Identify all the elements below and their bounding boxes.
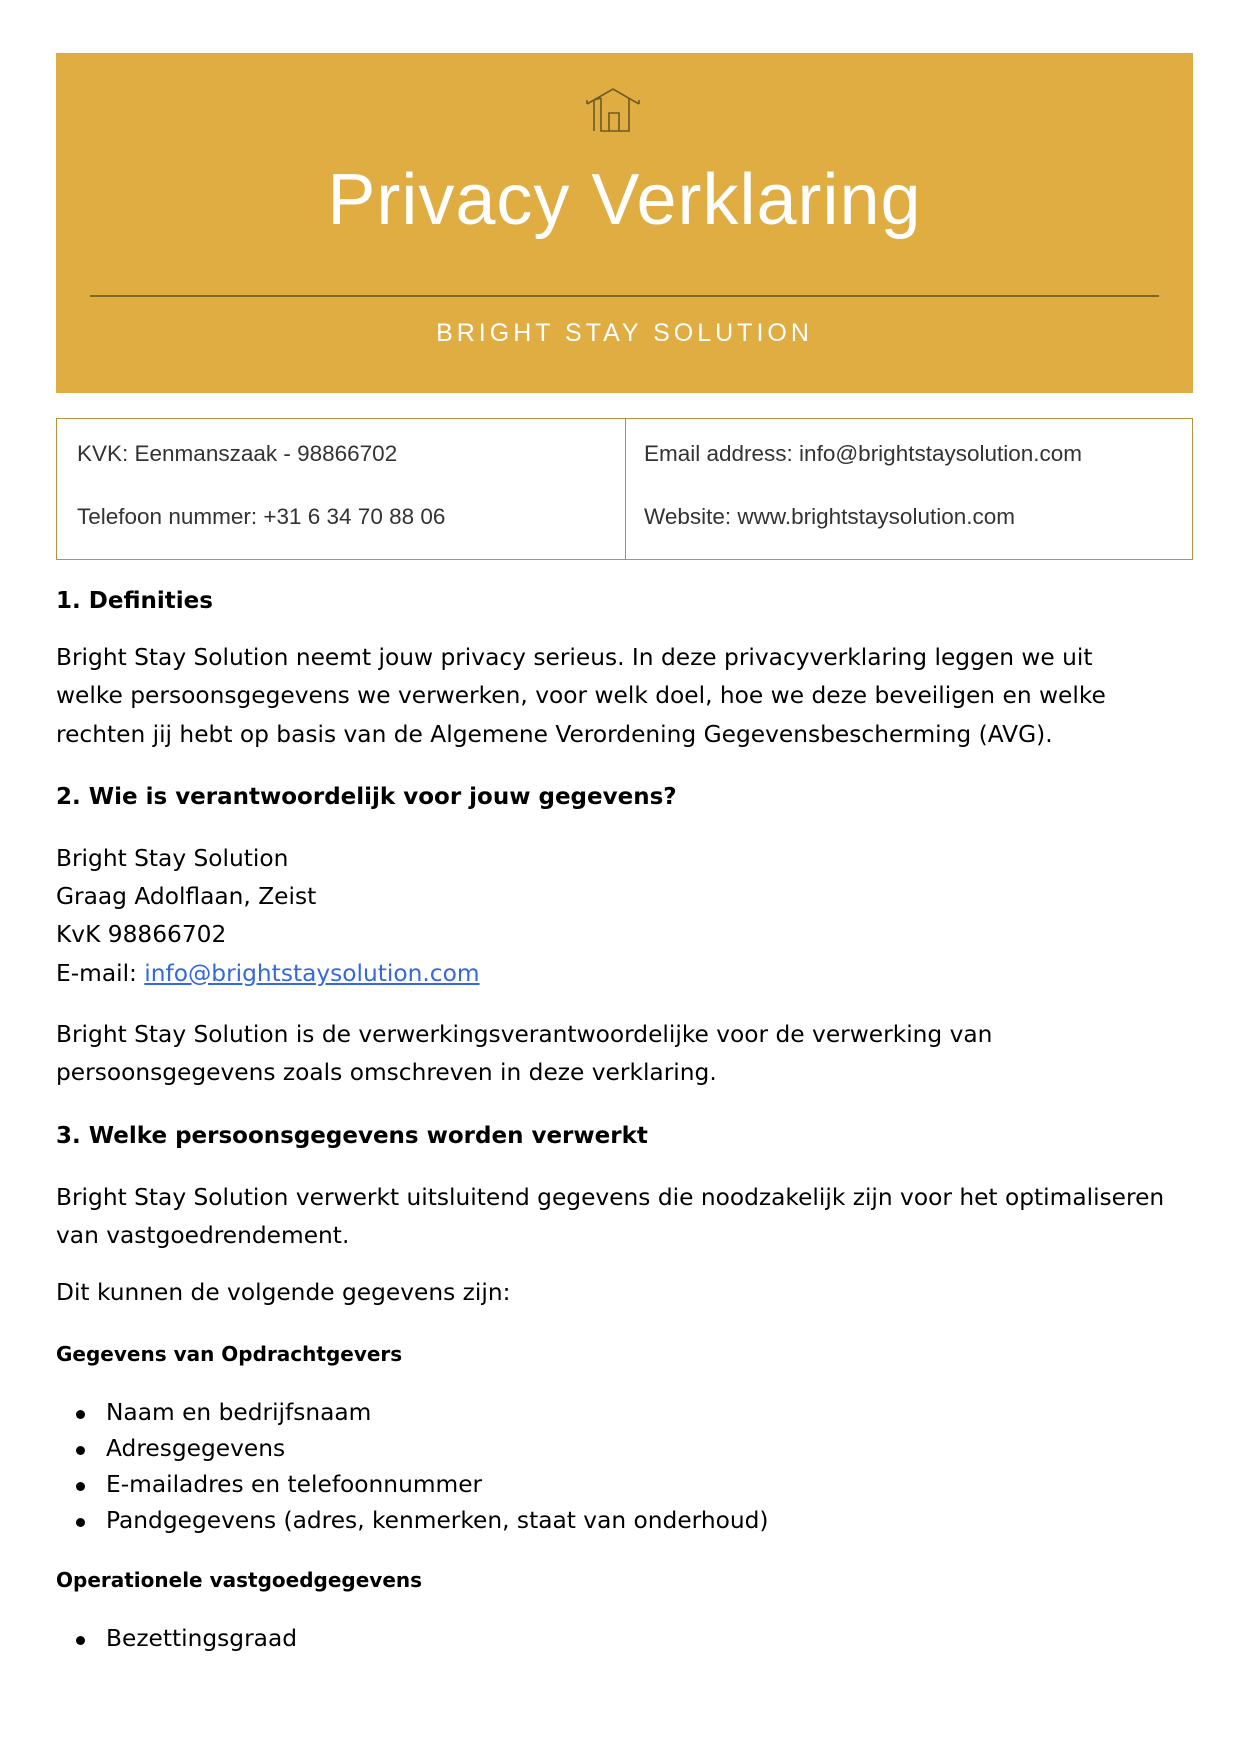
phone-info: Telefoon nummer: +31 6 34 70 88 06 xyxy=(77,504,446,529)
list-item-text: Bezettingsgraad xyxy=(106,1624,298,1652)
email-line xyxy=(56,955,1196,993)
kvk-info: KVK: Eenmanszaak - 98866702 xyxy=(77,441,398,466)
list-item-text: E-mailadres en telefoonnummer xyxy=(106,1470,483,1498)
section-paragraph: Bright Stay Solution is de verwerkingsverantwoordelijke voor de verwerking van persoonsgegevens zoals omschreven in deze verklaring. xyxy=(56,1021,993,1087)
contact-info-right xyxy=(625,419,1192,559)
house-icon xyxy=(585,86,641,132)
list-item-text: Adresgegevens xyxy=(106,1434,286,1462)
document-body xyxy=(56,582,1196,1657)
bullet-icon xyxy=(76,1636,85,1645)
subsection-heading: Gegevens van Opdrachtgevers xyxy=(56,1341,403,1366)
section-heading: 3. Welke persoonsgegevens worden verwerkt xyxy=(56,1122,648,1149)
section-paragraph: Bright Stay Solution neemt jouw privacy serieus. In deze privacyverklaring leggen we uit welke persoonsgegevens we verwerken, voor welk doel, hoe we deze beveiligen en welke rechten jij hebt op basis van de Algemene Verordening Gegevensbescherming (AVG). xyxy=(56,644,1106,748)
header-divider xyxy=(90,295,1159,297)
document-header xyxy=(56,53,1193,393)
section-paragraph: Dit kunnen de volgende gegevens zijn: xyxy=(56,1279,511,1307)
contact-info-box xyxy=(56,418,1193,560)
address-line: KvK 98866702 xyxy=(56,921,227,949)
list-item-text: Naam en bedrijfsnaam xyxy=(106,1398,372,1426)
responsible-address xyxy=(56,840,1196,993)
bullet-icon xyxy=(76,1518,85,1527)
address-line: Graag Adolflaan, Zeist xyxy=(56,883,317,911)
bullet-icon xyxy=(76,1446,85,1455)
list-item-text: Pandgegevens (adres, kenmerken, staat van onderhoud) xyxy=(106,1506,769,1534)
bullet-icon xyxy=(76,1410,85,1419)
data-list-operational xyxy=(56,1621,1196,1657)
address-line: Bright Stay Solution xyxy=(56,844,289,872)
contact-info-left xyxy=(57,419,625,559)
section-paragraph: Bright Stay Solution verwerkt uitsluitend gegevens die noodzakelijk zijn voor het optimaliseren van vastgoedrendement. xyxy=(56,1183,1165,1249)
website-info: Website: www.brightstaysolution.com xyxy=(644,504,1015,529)
subsection-heading: Operationele vastgoedgegevens xyxy=(56,1567,423,1592)
company-name: BRIGHT STAY SOLUTION xyxy=(436,319,813,347)
list-item xyxy=(56,1431,1196,1467)
list-item xyxy=(56,1395,1196,1431)
email-info: Email address: info@brightstaysolution.com xyxy=(644,441,1083,466)
list-item xyxy=(56,1503,1196,1539)
email-link[interactable]: info@brightstaysolution.com xyxy=(144,959,480,987)
bullet-icon xyxy=(76,1482,85,1491)
email-label: E-mail: xyxy=(56,959,145,987)
section-heading: 1. Definities xyxy=(56,588,213,614)
data-list-clients xyxy=(56,1395,1196,1539)
page-title: Privacy Verklaring xyxy=(327,160,922,240)
list-item xyxy=(56,1467,1196,1503)
list-item xyxy=(56,1621,1196,1657)
section-heading: 2. Wie is verantwoordelijk voor jouw gegevens? xyxy=(56,783,677,810)
